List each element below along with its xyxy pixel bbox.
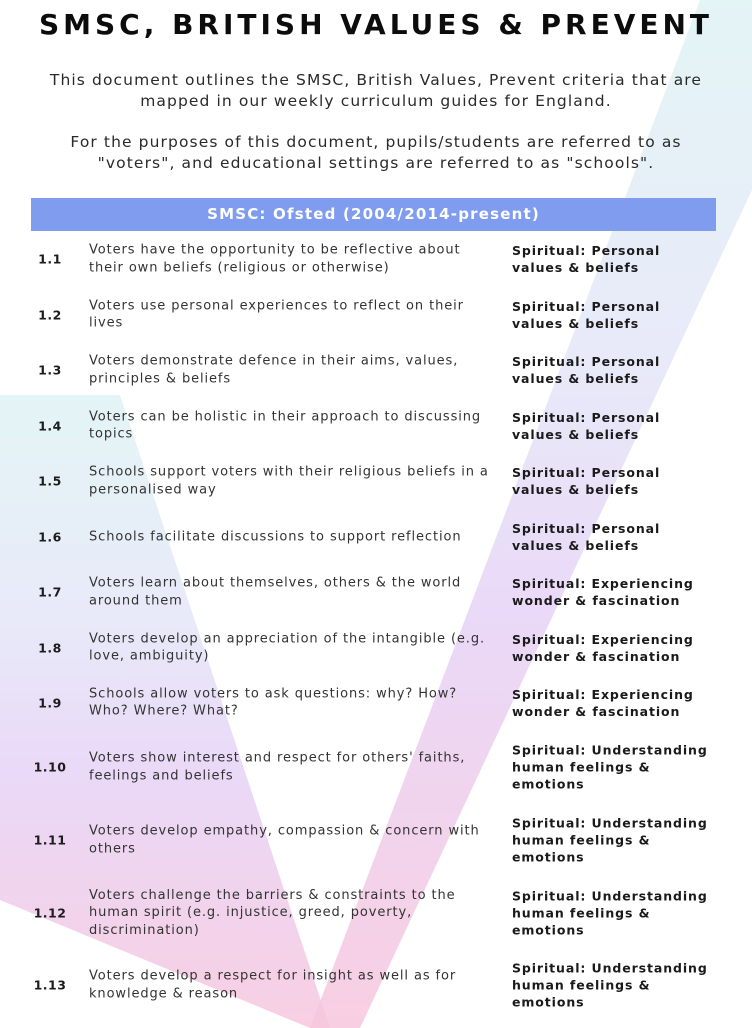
row-number: 1.5 (38, 473, 62, 489)
table-row (0, 453, 752, 509)
intro-paragraph-1: This document outlines the SMSC, British Values, Prevent criteria that are mapped in our weekly curriculum guides for England. (49, 71, 703, 110)
row-category: Spiritual: Experiencing wonder & fascination (512, 631, 694, 664)
table-row (0, 620, 752, 675)
row-description: Voters develop an appreciation of the intangible (e.g. love, ambiguity) (89, 631, 486, 664)
row-category: Spiritual: Personal values & beliefs (512, 520, 661, 553)
row-number: 1.1 (38, 251, 62, 267)
row-number: 1.2 (38, 307, 62, 322)
table-row (0, 949, 752, 1021)
row-number: 1.3 (38, 362, 62, 378)
table-row (0, 876, 752, 949)
row-category: Spiritual: Personal values & beliefs (512, 298, 661, 331)
row-category: Spiritual: Understanding human feelings & emotions (512, 960, 708, 1010)
row-description: Voters have the opportunity to be reflective about their own beliefs (religious or otherwise) (89, 242, 461, 275)
table-row (0, 398, 752, 453)
section-header-band: SMSC: Ofsted (2004/2014-present) (31, 198, 716, 231)
row-category: Spiritual: Personal values & beliefs (512, 465, 661, 497)
row-category: Spiritual: Understanding human feelings & emotions (512, 815, 708, 865)
row-description: Voters show interest and respect for others' faiths, feelings and beliefs (89, 750, 466, 783)
table-row (0, 730, 752, 804)
row-description: Voters develop a respect for insight as well as for knowledge & reason (89, 968, 457, 1001)
table-row (0, 342, 752, 398)
row-description: Schools allow voters to ask questions: why? How? Who? Where? What? (89, 686, 458, 719)
row-category: Spiritual: Experiencing wonder & fascination (512, 576, 694, 608)
row-number: 1.8 (38, 640, 62, 655)
row-description: Voters learn about themselves, others & the world around them (89, 575, 462, 608)
table-row (0, 564, 752, 620)
table-row (0, 675, 752, 730)
row-description: Voters challenge the barriers & constraints to the human spirit (e.g. injustice, greed, poverty, discrimination) (89, 887, 456, 938)
row-description: Voters develop empathy, compassion & concern with others (89, 823, 480, 856)
intro-paragraph-2: For the purposes of this document, pupils/students are referred to as "voters", and educational settings are referred to as "schools". (70, 133, 682, 172)
row-category: Spiritual: Understanding human feelings & emotions (512, 742, 708, 792)
row-category: Spiritual: Experiencing wonder & fascination (512, 686, 694, 719)
row-category: Spiritual: Understanding human feelings & emotions (512, 888, 708, 937)
row-description: Schools facilitate discussions to support reflection (89, 528, 462, 544)
row-number: 1.6 (38, 529, 62, 544)
table-row (0, 804, 752, 876)
row-number: 1.10 (33, 759, 67, 775)
row-number: 1.12 (33, 905, 67, 920)
row-description: Voters can be holistic in their approach to discussing topics (89, 409, 482, 442)
table-row (0, 509, 752, 564)
row-number: 1.7 (38, 584, 62, 600)
row-description: Schools support voters with their religious beliefs in a personalised way (89, 464, 489, 497)
row-description: Voters demonstrate defence in their aims, values, principles & beliefs (89, 353, 459, 386)
row-description: Voters use personal experiences to reflect on their lives (89, 298, 464, 331)
table-row (0, 287, 752, 342)
row-category: Spiritual: Personal values & beliefs (512, 354, 661, 386)
row-category: Spiritual: Personal values & beliefs (512, 243, 661, 275)
row-number: 1.13 (33, 977, 67, 993)
row-number: 1.4 (38, 418, 62, 433)
row-number: 1.11 (33, 832, 67, 848)
row-category: Spiritual: Personal values & beliefs (512, 409, 661, 442)
row-number: 1.9 (38, 695, 62, 710)
page-title: SMSC, BRITISH VALUES & PREVENT (38, 8, 714, 41)
table-row (0, 231, 752, 287)
